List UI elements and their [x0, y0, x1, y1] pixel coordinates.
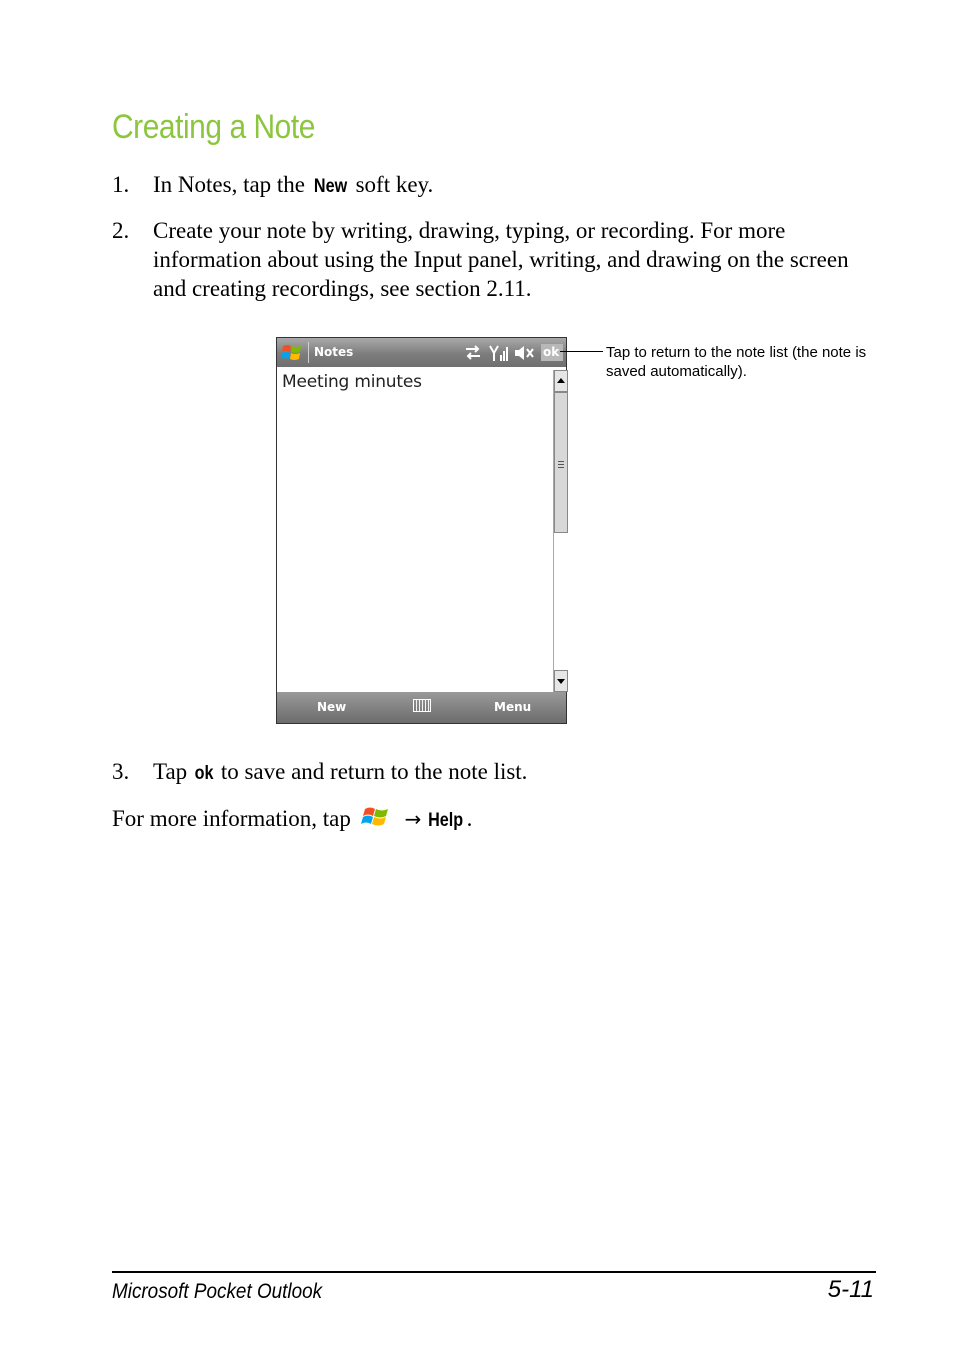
connectivity-icon[interactable] — [463, 344, 483, 362]
footer-title: Microsoft Pocket Outlook — [112, 1280, 323, 1303]
triangle-down-icon — [555, 671, 567, 691]
title-separator — [308, 342, 309, 363]
step-text: Create your note by writing, drawing, typing, or recording. For more information about using the Input panel, writing, and drawing on the screen and creating recordings, see section 2.11. — [153, 218, 849, 301]
scroll-thumb[interactable] — [554, 392, 568, 533]
vertical-scrollbar[interactable] — [553, 370, 568, 692]
notes-screenshot — [276, 337, 567, 724]
ok-keyword: ok — [194, 763, 214, 784]
footer-rule — [112, 1271, 876, 1273]
step-number: 1. — [112, 172, 130, 197]
page-number: 5-11 — [827, 1276, 874, 1303]
triangle-up-icon — [555, 371, 567, 391]
step-number: 2. — [112, 218, 130, 243]
soft-key-bar — [277, 692, 566, 723]
speaker-mute-icon[interactable] — [513, 344, 535, 362]
note-content[interactable]: Meeting minutes — [282, 372, 422, 392]
callout-leader-line — [560, 351, 603, 352]
callout-text: Tap to return to the note list (the note is saved automatically). — [606, 344, 867, 380]
step-number: 3. — [112, 759, 130, 784]
windows-start-icon[interactable] — [281, 342, 303, 363]
title-bar — [277, 338, 566, 367]
app-title: Notes — [314, 345, 354, 359]
grip-icon — [558, 461, 564, 468]
new-softkey[interactable]: New — [317, 700, 347, 714]
arrow-right-icon: → — [404, 807, 422, 831]
scroll-down-button[interactable] — [554, 670, 568, 692]
menu-softkey[interactable]: Menu — [494, 700, 532, 714]
step-text: In Notes, tap the New soft key. — [153, 170, 853, 201]
signal-icon[interactable] — [489, 344, 509, 362]
page-heading: Creating a Note — [112, 108, 315, 146]
new-keyword: New — [313, 176, 347, 197]
scroll-up-button[interactable] — [554, 370, 568, 392]
keyboard-icon[interactable] — [413, 699, 431, 712]
more-info-line: For more information, tap → Help . — [112, 804, 472, 835]
ok-button[interactable]: ok — [541, 344, 563, 361]
help-keyword: Help — [428, 810, 464, 831]
windows-start-icon — [361, 804, 391, 830]
step-text: Tap ok to save and return to the note list. — [153, 757, 853, 788]
